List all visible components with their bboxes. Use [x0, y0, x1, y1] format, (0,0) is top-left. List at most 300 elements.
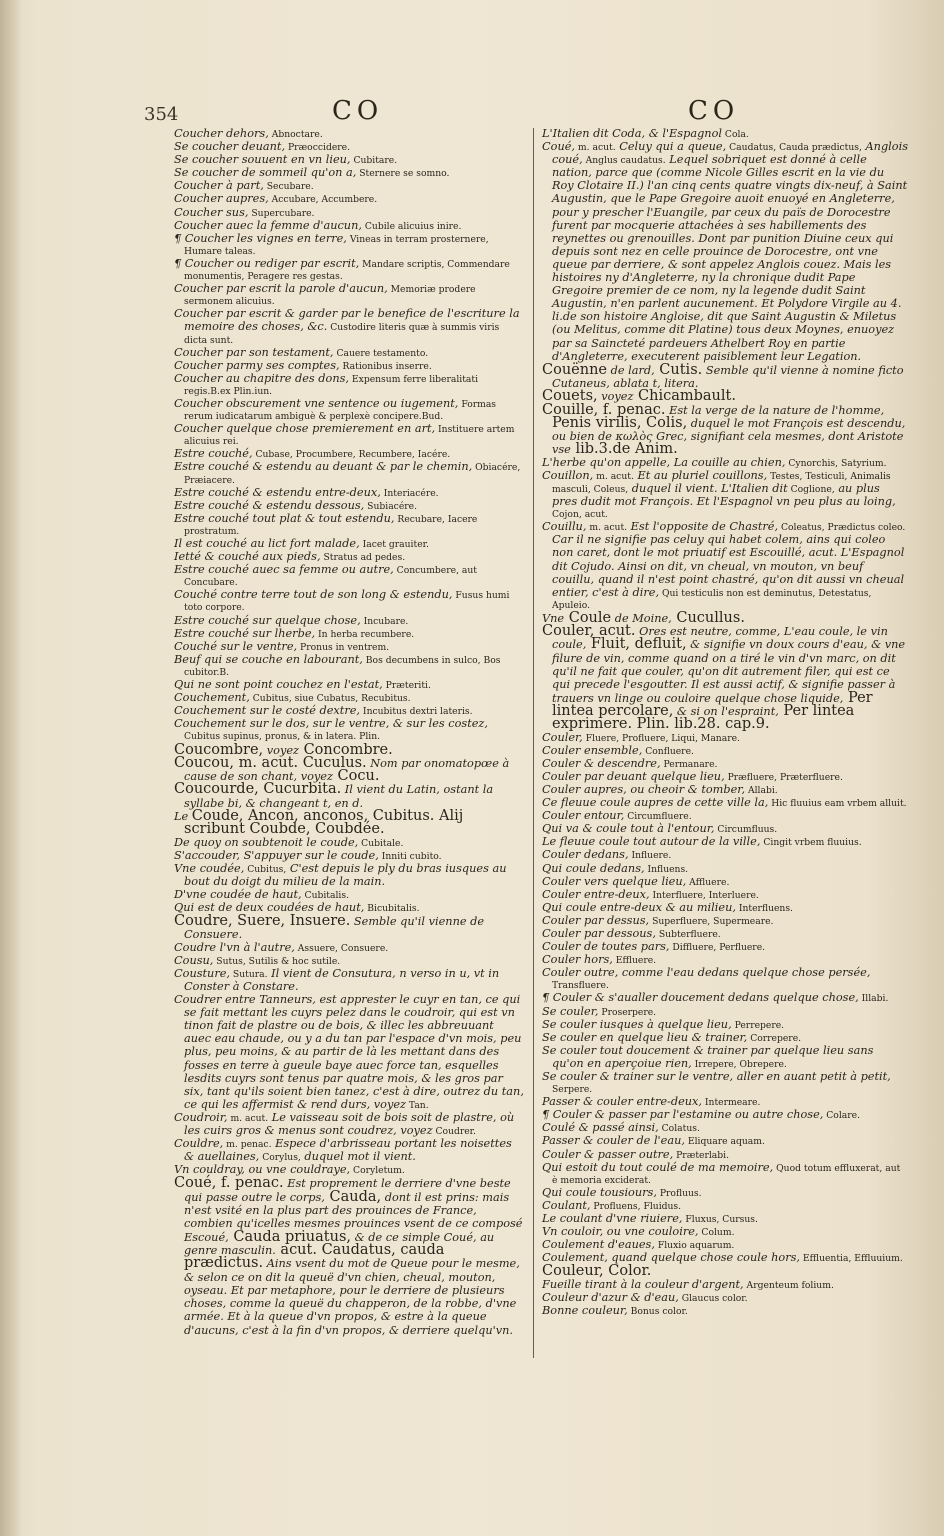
entry-headword: Coucombre, [174, 741, 264, 758]
dictionary-entry [174, 1177, 524, 1337]
entry-french-text: ¶ Couler & s'aualler doucement dedans quelque chose, [542, 991, 859, 1005]
entry-headword: Couënne [542, 361, 608, 378]
entry-french-text: Coucher quelque chose premierement en art, [174, 422, 436, 436]
entry-french-text: Bonne couleur, [542, 1303, 628, 1317]
entry-latin-text: Profluens, Fluidus. [590, 1200, 682, 1212]
entry-latin-text: Confluere. [642, 745, 694, 757]
entry-french-text: Nom par onomatopœe à cause de son chant, voyez [184, 756, 510, 784]
entry-french-text: Estre couché & estendu au deuant & par le chemin, [174, 460, 473, 474]
column-divider [533, 128, 534, 1358]
entry-french-text: Espece d'arbrisseau portant les noisettes & auellaines, [184, 1137, 512, 1164]
entry-latin-text: Testes, Testiculi, Animalis masculi, Coleus, [552, 470, 891, 495]
entry-french-text: Couché contre terre tout de son long & estendu, [174, 588, 453, 602]
entry-latin-text: Memoriæ prodere sermonem alicuius. [184, 284, 476, 308]
entry-french-text: & signifie vn doux cours d'eau, & vne filure de vin, comme quand on a tiré le vin d'vn marc, on dit qu'il ne fait que couler, qu'on dit autrement filer, qui est ce qui precede l'esgoutter. Il est aussi actif, & signifie passer à trauers vn linge ou couloire quelque chose liquide, [552, 638, 906, 705]
entry-latin-text: Cutis. [654, 361, 703, 378]
entry-latin-text: Tan. [406, 1099, 429, 1111]
running-head-right: CO [688, 96, 740, 126]
entry-latin-text: Cubitus supinus, pronus, & in latera. Plin. [184, 731, 381, 743]
entry-french-text: Est proprement le derriere d'vne beste qui passe outre le corps, [184, 1177, 511, 1204]
entry-french-text: voyez [597, 390, 634, 404]
entry-french-text: & de ce simple Coué, au genre masculin. [184, 1230, 495, 1257]
dictionary-entry [174, 1138, 524, 1164]
entry-french-text: Passer & couler de l'eau, [542, 1134, 685, 1148]
entry-french-text: Coulé & passé ainsi, [542, 1121, 659, 1135]
entry-latin-text: Incubitus dextri lateris. [360, 706, 473, 718]
dictionary-entry [174, 783, 524, 810]
entry-latin-text: Corylus, [259, 1152, 301, 1164]
entry-latin-text: Glaucus color. [678, 1292, 748, 1304]
entry-french-text: Couler, [542, 730, 583, 744]
dictionary-entry [174, 915, 524, 942]
dictionary-entry [542, 625, 908, 731]
entry-latin-text: Qui testiculis non est deminutus, Detestatus, Apuleio. [552, 587, 872, 611]
entry-french-text: de Moine, [611, 611, 672, 625]
entry-latin-text: Eliquare aquam. [684, 1136, 765, 1148]
entry-french-text: Vne coudée, [174, 861, 245, 875]
dictionary-entry [542, 521, 908, 612]
entry-latin-text: m. acut. [593, 470, 634, 482]
entry-latin-text: Effluere. [612, 955, 657, 967]
entry-french-text: S'accouder, S'appuyer sur le coude, [174, 848, 379, 862]
entry-french-text: Qui ne sont point couchez en l'estat, [174, 678, 383, 692]
entry-latin-text: Subiacére. [364, 500, 418, 512]
entry-french-text: Couler par dessous, [542, 926, 656, 940]
dictionary-entry [174, 807, 524, 838]
dictionary-entry [542, 1187, 908, 1200]
entry-latin-text: Correpere. [747, 1032, 802, 1044]
entry-latin-text: Influere. [628, 850, 672, 862]
entry-french-text: Couchement sur le dos, sur le ventre, & sur les costez, [174, 717, 488, 731]
entry-headword: Coucou, [174, 754, 234, 771]
right-column [542, 128, 908, 1318]
entry-latin-text: Anglus caudatus. [582, 155, 666, 167]
dictionary-entry [542, 361, 908, 391]
entry-french-text: au plus pres dudit mot François. Et l'Espagnol vn peu plus au loing, [552, 481, 896, 509]
entry-latin-text: Serpere. [552, 1084, 593, 1096]
entry-latin-text: Colatus. [658, 1123, 700, 1135]
entry-latin-text: Circumfluus. [714, 824, 778, 836]
entry-french-text: L'herbe qu'on appelle, La couille au chien, [542, 455, 786, 469]
entry-latin-text: Fluere, Profluere, Liqui, Manare. [582, 732, 740, 744]
dictionary-entry [174, 308, 524, 346]
dictionary-entry [174, 968, 524, 994]
entry-french-text: C'est depuis le ply du bras iusques au bout du doigt du milieu de la main. [184, 861, 507, 888]
entry-latin-text: Effluentia, Effluuium. [799, 1253, 903, 1265]
entry-latin-text: Cauere testamento. [333, 347, 429, 359]
entry-french-text: Couler dedans, [542, 848, 629, 862]
entry-latin-text: Obiacére, Præiacere. [184, 462, 521, 486]
entry-latin-text: Concombre. [298, 741, 393, 758]
entry-latin-text: Iacet grauiter. [359, 539, 429, 550]
entry-french-text: Estre couché, [174, 447, 253, 461]
dictionary-entry [542, 141, 908, 364]
entry-latin-text: Fusus humi toto corpore. [184, 590, 510, 614]
entry-latin-text: Cubase, Procumbere, Recumbere, Iacére. [252, 449, 451, 461]
entry-french-text: Lequel sobriquet est donné à celle nation, parce que (comme Nicole Gilles escrit en la vie du Roy Clotaire II.) l'an cinq cents quatre vingts dix-neuf, à Saint Augustin, que le Pape Gregoire auoit enuoyé en Angleterre, pour y prescher l'Euangile, par ceux du païs de Dorocestre furent par mocquerie attachées à ses habillements des reynettes ou grenouilles. Dont par punition Diuine ceux qui depuis sont nez en celle prouince de Dorocestre, ont vne queue par derriere, & sont appelez Anglois couez. Mais les histoires ny d'Angleterre, ny la chronique dudit Pape Gregoire premier de ce nom, ny la legende dudit Saint Augustin, n'en parlent aucunement. Et Polydore Virgile au 4. li.de son histoire Angloise, dit que Saint Augustin & Miletus (ou Melitus, comme dit Platine) tous deux Moynes, enuoyez par sa Saincteté pardeuers Athelbert Roy en partie d'Angleterre, executerent paisiblement leur Legation. [552, 153, 908, 363]
entry-french-text: Coulant, [542, 1198, 591, 1212]
entry-latin-text: Pronus in ventrem. [297, 641, 390, 653]
entry-french-text: Semble qu'il vienne de Consuere. [184, 915, 485, 942]
entry-latin-text: Instituere artem alicuius rei. [184, 424, 515, 448]
entry-french-text: Couler & passer outre, [542, 1147, 674, 1161]
entry-french-text: Coudroir, [174, 1110, 228, 1124]
entry-latin-text: Transfluere. [552, 980, 609, 992]
entry-french-text: Coucher aupres, [174, 192, 269, 206]
entry-latin-text: Cubitare. [350, 155, 398, 167]
entry-headword: Coucourde, [174, 781, 259, 798]
entry-latin-text: Per lintea exprimere. Plin. lib.28. cap.9. [552, 702, 855, 733]
entry-french-text: Car il ne signifie pas celuy qui habet colem, ains qui coleo non caret, dont le mot priuatif est Escouillé, acut. L'Espagnol dit Cojudo. Ainsi on dit, vn cheual, vn mouton, vn beuf couillu, quand il n'est point chastré, qu'on dit aussi vn cheual entier, c'est à dire, [552, 533, 905, 599]
dictionary-entry [542, 1071, 908, 1096]
entry-french-text: Fueille tirant à la couleur d'argent, [542, 1277, 744, 1291]
entry-french-text: Anglois coué, [552, 140, 909, 167]
dictionary-entry [542, 1265, 908, 1278]
entry-latin-text: Diffluere, Perfluere. [669, 942, 766, 954]
entry-latin-text: Subterfluere. [655, 928, 721, 940]
entry-latin-text: Accubare, Accumbere. [268, 194, 378, 206]
entry-latin-text: Cynorchis, Satyrium. [785, 457, 887, 469]
page-number: 354 [144, 104, 179, 125]
entry-latin-text: Rationibus inserre. [339, 360, 432, 372]
dictionary-entry [542, 967, 908, 992]
entry-french-text: Se couler iusques à quelque lieu, [542, 1017, 732, 1031]
entry-latin-text: Bonus color. [627, 1305, 688, 1317]
entry-french-text: L'Italien dit Coda, & l'Espagnol [542, 127, 722, 140]
entry-french-text: Coudrer entre Tanneurs, est apprester le cuyr en tan, ce qui se fait mettant les cuyrs pelez dans le coudroir, qui est vn tinon fait de plastre ou de bois, & illec les abbreuuant auec eau chaude, ou y a du tan par l'espace d'vn mois, peu plus, peu moins, & au partir de là les mettant dans des fosses en terre à gueule baye auec force tan, esquelles lesdits cuyrs sont tenus par quatre mois, & les gros par six, tant qu'ils soient bien tanez, c'est à dire, outrez du tan, ce qui les affermist & rend durs, voyez [174, 993, 524, 1111]
entry-latin-text: Stratus ad pedes. [320, 552, 406, 564]
entry-latin-text: Fluxus, Cursus. [682, 1214, 758, 1226]
entry-latin-text: Bicubitalis. [364, 903, 420, 915]
entry-latin-text: In herba recumbere. [315, 628, 415, 640]
entry-latin-text: Proserpere. [598, 1006, 657, 1018]
entry-latin-text: Cauda, [324, 1188, 382, 1205]
entry-latin-text: acut. [594, 623, 636, 640]
entry-french-text: Estre couché sur lherbe, [174, 626, 316, 640]
entry-french-text: Se coucher de sommeil qu'on a, [174, 166, 357, 180]
entry-french-text: Coucher à part, [174, 179, 264, 193]
entry-latin-text: Argenteum folium. [743, 1279, 834, 1291]
entry-french-text: Couler aupres, ou cheoir & tomber, [542, 782, 746, 796]
entry-french-text: Coué, [542, 140, 575, 154]
entry-latin-text: m. acut. [586, 522, 628, 534]
entry-latin-text: Perrepere. [731, 1019, 785, 1031]
entry-french-text: Qui estoit du tout coulé de ma memoire, [542, 1160, 774, 1174]
entry-french-text: Le [174, 809, 192, 823]
entry-french-text: Coucher par son testament, [174, 345, 334, 359]
entry-latin-text: Circumfluere. [624, 811, 692, 823]
dictionary-entry [174, 398, 524, 423]
entry-headword: Coude, [191, 807, 244, 824]
entry-latin-text: Bos decumbens in sulco, Bos cubitor.B. [184, 654, 501, 678]
entry-french-text: Qui coule tousiours, [542, 1185, 657, 1199]
entry-latin-text: Cauda priuatus, [228, 1228, 352, 1245]
entry-latin-text: Assuere, Consuere. [294, 942, 389, 954]
entry-latin-text: Abnoctare. [268, 129, 323, 140]
entry-latin-text: Præfluere, Præterfluere. [724, 771, 843, 783]
entry-french-text: Estre couché & estendu dessous, [174, 498, 365, 512]
entry-latin-text: Præteriti. [382, 680, 431, 692]
entry-latin-text: Cocu. [332, 768, 380, 785]
entry-latin-text: Irrepere, Obrepere. [691, 1058, 787, 1070]
dictionary-entry [174, 754, 524, 785]
entry-latin-text: Præterlabi. [673, 1149, 730, 1161]
entry-french-text: Ores est neutre, comme, L'eau coule, le vin coule, [552, 625, 888, 652]
entry-french-text: Coucher parmy ses comptes, [174, 358, 340, 372]
entry-french-text: Il est couché au lict fort malade, [174, 537, 360, 550]
entry-french-text: Il vient de Consutura, n verso in u, vt in Conster à Constare. [184, 966, 500, 994]
dictionary-entry [174, 654, 524, 679]
entry-latin-text: Cola. [722, 129, 749, 140]
dictionary-entry [542, 401, 908, 458]
entry-french-text: duquel mot il vient. [300, 1150, 416, 1164]
entry-french-text: Couillon, [542, 468, 594, 482]
entry-latin-text: Incubare. [360, 615, 409, 627]
entry-latin-text: Caudatus, Cauda prædictus, [726, 142, 862, 154]
entry-french-text: Ce fleuue coule aupres de cette ville la, [542, 796, 769, 810]
entry-french-text: Se couler en quelque lieu & trainer, [542, 1030, 748, 1044]
entry-latin-text: Sutura. [230, 968, 268, 980]
entry-latin-text: Expensum ferre liberalitati regis.B.ex Plin.iun. [184, 373, 479, 397]
entry-latin-text: Cingit vrbem fluuius. [760, 837, 862, 849]
entry-latin-text: Secubare. [263, 181, 314, 193]
entry-latin-text: Sutus, Sutilis & hoc sutile. [213, 955, 341, 967]
entry-latin-text: Intermeare. [702, 1097, 761, 1109]
entry-french-text: Le coulant d'vne riuiere, [542, 1212, 683, 1226]
entry-latin-text: Custodire literis quæ à summis viris dicta sunt. [184, 322, 500, 346]
entry-latin-text: Concumbere, aut Concubare. [184, 565, 477, 589]
entry-french-text: Le vaisseau soit de bois soit de plastre, où les cuirs gros & menus sont coudrez, voyez [184, 1110, 515, 1138]
entry-latin-text: Hic fluuius eam vrbem alluit. [768, 798, 907, 810]
entry-french-text: ¶ Coucher ou rediger par escrit, [174, 256, 360, 270]
entry-latin-text: Colare. [823, 1110, 861, 1122]
entry-french-text: Il vient du Latin, ostant la syllabe bi, & changeant t, en d. [184, 783, 494, 810]
entry-french-text: Passer & couler entre-deux, [542, 1095, 702, 1109]
entry-headword: Couler, [542, 623, 595, 640]
entry-french-text: Cousu, [174, 953, 214, 967]
entry-latin-text: Interiacére. [380, 487, 439, 499]
entry-french-text: Vn couldray, ou vne couldraye, [174, 1163, 351, 1177]
entry-french-text: Couler par dessus, [542, 913, 650, 927]
entry-headword: Coué, [174, 1175, 217, 1192]
entry-french-text: de lard, [607, 363, 655, 377]
entry-latin-text: Coleatus, Prædictus coleo. [778, 522, 906, 534]
entry-french-text: D'vne coudée de haut, [174, 887, 302, 901]
entry-latin-text: Coryletum. [350, 1165, 405, 1177]
entry-french-text: Couchement, [174, 691, 250, 705]
entry-french-text: Coulement, quand quelque chose coule hors, [542, 1251, 800, 1265]
entry-french-text: Se couler & trainer sur le ventre, aller en auant petit à petit, [542, 1070, 891, 1083]
entry-french-text: duquel il vient. L'Italien dit [628, 481, 788, 495]
entry-french-text: Estre couché & estendu entre-deux, [174, 485, 381, 499]
entry-french-text: Estre couché sur quelque chose, [174, 613, 361, 627]
entry-latin-text: lib.3.de Anim. [570, 441, 678, 458]
entry-french-text: Coucher dehors, [174, 127, 269, 140]
entry-latin-text: Mandare scriptis, Commendare monumentis, Peragere res gestas. [184, 258, 510, 283]
entry-latin-text: Penis virilis, Colis, [552, 414, 688, 431]
entry-french-text: Coucher par escrit & garder par le benefice de l'escriture la memoire des choses, &c. [174, 307, 520, 334]
entry-latin-text: Cubitus, [244, 863, 287, 875]
entry-french-text: Et au pluriel couillons, [633, 468, 768, 482]
dictionary-entry [174, 258, 524, 283]
entry-french-text: Estre couché auec sa femme ou autre, [174, 563, 394, 577]
entry-latin-text: Interfluens. [735, 902, 793, 914]
entry-french-text: Se coucher souuent en vn lieu, [174, 153, 351, 167]
entry-latin-text: Ancon, anconos, Cubitus. Alij scribunt Coubde, Coubdée. [184, 807, 464, 838]
dictionary-entry [542, 1305, 908, 1318]
dictionary-entry [542, 1045, 908, 1071]
entry-french-text: Est la verge de la nature de l'homme, [665, 403, 885, 417]
entry-french-text: Qui coule dedans, [542, 861, 645, 875]
entry-latin-text: f. penac. [216, 1175, 284, 1192]
entry-french-text: Qui est de deux coudées de haut, [174, 901, 365, 915]
entry-latin-text: Recubare, Iacere prostratum. [184, 513, 478, 537]
entry-headword: Couleur, [542, 1263, 604, 1280]
entry-latin-text: Cubitus, siue Cubatus, Recubitus. [249, 693, 411, 705]
entry-french-text: Coucher auec la femme d'aucun, [174, 218, 362, 232]
entry-french-text: Couleur d'azur & d'eau, [542, 1290, 679, 1304]
entry-headword: Couille, [542, 401, 599, 418]
entry-french-text: Qui va & coule tout à l'entour, [542, 822, 715, 836]
entry-french-text: Couler par deuant quelque lieu, [542, 769, 725, 783]
entry-latin-text: Color. [603, 1263, 652, 1280]
entry-latin-text: Influens. [644, 863, 689, 875]
entry-latin-text: Interfluere, Interluere. [649, 889, 759, 901]
entry-latin-text: Cubile alicuius inire. [361, 220, 462, 232]
entry-french-text: Celuy qui a queue, [615, 140, 727, 154]
entry-french-text: ¶ Couler & passer par l'estamine ou autre chose, [542, 1108, 824, 1122]
dictionary-entry [174, 1112, 524, 1138]
entry-latin-text: Cucullus. [671, 609, 745, 626]
dictionary-entry [174, 283, 524, 308]
entry-latin-text: Illabi. [858, 993, 889, 1005]
entry-french-text: Couler outre, comme l'eau dedans quelque chose persée, [542, 966, 871, 980]
dictionary-entry [542, 470, 908, 521]
entry-french-text: Beuf qui se couche en labourant, [174, 652, 363, 666]
entry-french-text: Couler entre-deux, [542, 887, 650, 901]
entry-french-text: Le fleuue coule tout autour de la ville, [542, 835, 761, 849]
entry-latin-text: Superfluere, Supermeare. [649, 915, 774, 927]
entry-french-text: Ietté & couché aux pieds, [174, 550, 321, 564]
entry-french-text: Couler vers quelque lieu, [542, 874, 687, 888]
entry-french-text: Ains vsent du mot de Queue pour le mesme, & selon ce on dit la queuë d'vn chien, cheual, mouton, oyseau. Et par metaphore, pour le derriere de plusieurs choses, comme la queuë du chapperon, de la robbe, d'vne armée. Et à la queue d'vn propos, & estre à la queue d'aucuns, c'est à la fin d'vn propos, & derriere quelqu'vn. [184, 1257, 520, 1337]
entry-french-text: Couché sur le ventre, [174, 639, 298, 653]
entry-french-text: Coucher au chapitre des dons, [174, 371, 350, 385]
dictionary-entry [174, 564, 524, 589]
entry-french-text: Couler de toutes pars, [542, 940, 670, 954]
entry-latin-text: Profluus. [656, 1187, 702, 1199]
entry-latin-text: Præoccidere. [285, 142, 351, 154]
entry-french-text: dont il est prins: mais n'est vsité en la plus part des prouinces de France, combien qu'icelles mesmes prouinces vsent de ce composé Escoué, [184, 1190, 523, 1244]
dictionary-entry [174, 233, 524, 258]
entry-headword: Coule [564, 609, 612, 626]
entry-latin-text: Per lintea percolare, [552, 689, 873, 719]
entry-latin-text: Cubitalis. [301, 889, 349, 901]
entry-latin-text: m. penac. [223, 1139, 272, 1151]
entry-latin-text: Sternere se somno. [356, 168, 450, 180]
entry-french-text: Qui coule entre-deux & au milieu, [542, 900, 736, 914]
entry-french-text: Coulement d'eaues, [542, 1238, 655, 1252]
entry-french-text: Estre couché tout plat & tout estendu, [174, 511, 395, 525]
entry-latin-text: Supercubare. [248, 207, 315, 219]
entry-french-text: Vne [542, 611, 565, 625]
entry-latin-text: Coglione, [787, 483, 835, 495]
entry-french-text: Couldre, [174, 1137, 224, 1151]
entry-french-text: & si on l'espraint, [673, 704, 779, 718]
entry-french-text: Couler & descendre, [542, 756, 661, 770]
entry-latin-text: Cubitale. [358, 837, 404, 849]
entry-french-text: Vn couloir, ou vne couloire, [542, 1225, 699, 1239]
entry-french-text: Se coucher deuant, [174, 140, 286, 154]
entry-french-text: Coudre l'vn à l'autre, [174, 940, 295, 954]
entry-latin-text: Coudrer. [432, 1126, 476, 1138]
dictionary-entry [174, 994, 524, 1112]
entry-latin-text: Colum. [698, 1227, 735, 1239]
entry-french-text: ¶ Coucher les vignes en terre, [174, 231, 347, 245]
entry-latin-text: m. acut. [575, 142, 616, 154]
entry-french-text: Couillu, [542, 520, 587, 534]
entry-latin-text: Allabi. [745, 784, 778, 796]
entry-french-text: De quoy on soubtenoit le coude, [174, 835, 359, 849]
entry-french-text: Est l'opposite de Chastré, [627, 520, 779, 534]
left-column [174, 128, 524, 1337]
entry-headword: Couets, [542, 388, 598, 405]
dictionary-entry [174, 718, 524, 743]
entry-latin-text: Fluit, defluit, [586, 636, 687, 653]
entry-french-text: Se couler, [542, 1004, 599, 1018]
dictionary-entry [174, 863, 524, 889]
entry-french-text: Coucher par escrit la parole d'aucun, [174, 282, 388, 296]
entry-latin-text: Vineas in terram prosternere, Humare taleas. [184, 233, 489, 257]
dictionary-entry [174, 589, 524, 614]
entry-latin-text: Formas rerum iudicatarum ambiguè & perplexè concipere.Bud. [184, 398, 497, 423]
entry-latin-text: f. penac. [598, 401, 666, 418]
entry-french-text: Couler entour, [542, 809, 625, 823]
entry-latin-text: Cojon, acut. [552, 509, 608, 521]
entry-latin-text: Inniti cubito. [378, 850, 442, 862]
entry-latin-text: Suere, Insuere. [232, 913, 351, 930]
entry-latin-text: m. acut. [227, 1112, 269, 1124]
dictionary-entry [542, 1162, 908, 1187]
entry-french-text: Coucher obscurement vne sentence ou iugement, [174, 396, 459, 410]
entry-french-text: Semble qu'il vienne à nomine ficto Cutaneus, ablata t, litera. [552, 363, 904, 390]
dictionary-entry [174, 423, 524, 448]
entry-latin-text: acut. Caudatus, cauda prædictus. [184, 1241, 445, 1272]
entry-latin-text: m. acut. Cuculus. [233, 754, 367, 771]
entry-french-text: Couler ensemble, [542, 743, 643, 757]
entry-latin-text: Cucurbita. [258, 781, 342, 798]
entry-french-text: Cousture, [174, 966, 231, 980]
entry-french-text: Couchement sur le costé dextre, [174, 704, 361, 718]
entry-headword: Coudre, [174, 913, 233, 930]
dictionary-entry [174, 942, 524, 955]
entry-french-text: Couler hors, [542, 953, 613, 967]
entry-latin-text: Quod totum effluxerat, aut è memoria exciderat. [552, 1162, 901, 1186]
entry-french-text: voyez [263, 743, 299, 757]
entry-latin-text: Affluere. [686, 876, 730, 888]
running-head-left: CO [332, 96, 384, 126]
entry-french-text: Coucher sus, [174, 205, 249, 219]
entry-french-text: duquel le mot François est descendu, ou bien de κωλὸς Grec, signifiant cela mesmes, dont Aristote vse [552, 416, 906, 457]
entry-latin-text: Fluxio aquarum. [654, 1240, 735, 1252]
binding-gutter [0, 0, 22, 1536]
dictionary-entry [174, 513, 524, 538]
entry-latin-text: Chicambault. [633, 388, 736, 405]
dictionary-entry [174, 373, 524, 398]
dictionary-entry [174, 461, 524, 486]
entry-french-text: Se couler tout doucement & trainer par quelque lieu sans qu'on en aperçoiue rien, [542, 1043, 874, 1070]
entry-latin-text: Permanare. [660, 758, 718, 770]
